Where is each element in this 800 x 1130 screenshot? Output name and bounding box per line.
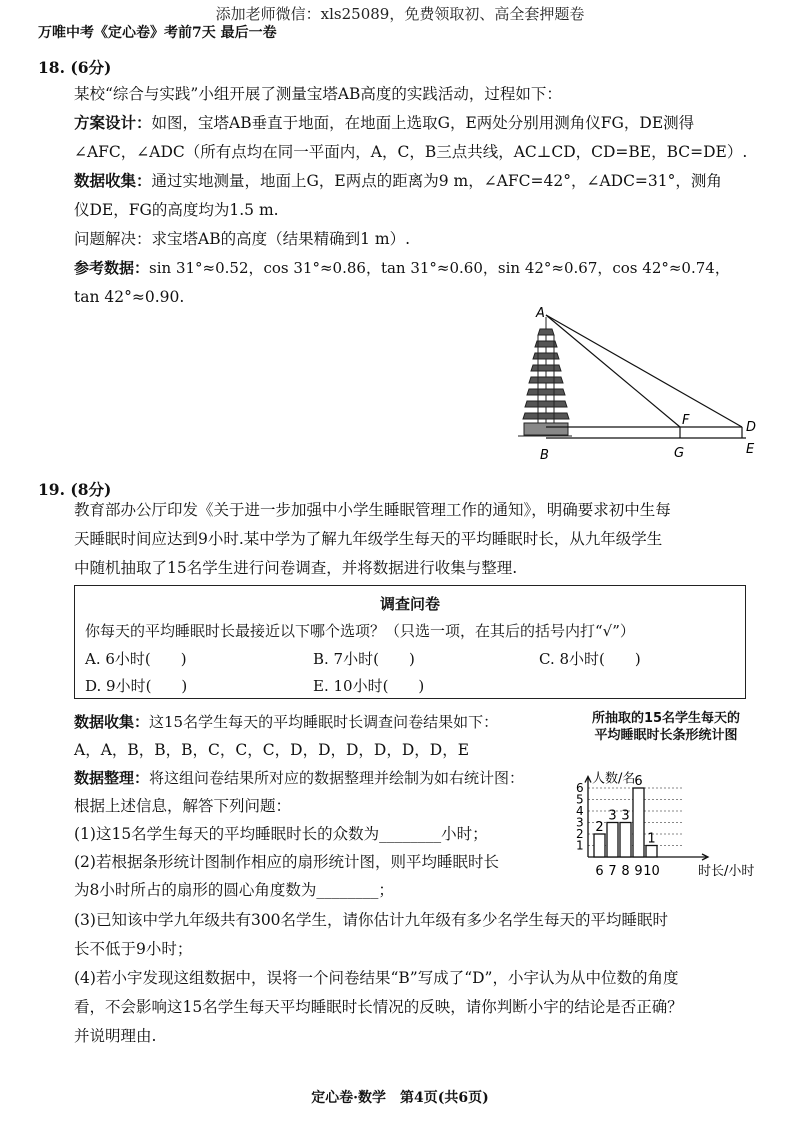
q18-ref-1	[74, 258, 730, 278]
q19-collect-text: 这15名学生每天的平均睡眠时长调查问卷结果如下：	[149, 713, 499, 731]
bar-value-label: 1	[647, 831, 656, 847]
bar-9	[633, 788, 644, 857]
q18-design-text-1: 如图，宝塔AB垂直于地面，在地面上选取G，E两处分别用测角仪FG，DE测得	[151, 114, 695, 132]
q19-collect	[74, 712, 498, 732]
label-a: A	[536, 306, 545, 321]
line-ad	[546, 315, 742, 427]
q19-sub2-1: (2)若根据条形统计图制作相应的扇形统计图，则平均睡眠时长	[74, 853, 499, 871]
q19-sub2-2: 为8小时所占的扇形的圆心角度数为________；	[74, 881, 394, 899]
label-f: F	[682, 413, 690, 428]
y-tick-label: 5	[576, 792, 584, 807]
survey-option-b: B. 7小时( )	[313, 650, 415, 668]
bar-chart	[560, 745, 760, 880]
q18-design-1	[74, 113, 694, 133]
line-af	[546, 315, 680, 427]
q19-num: 19.	[38, 480, 65, 499]
label-b: B	[540, 448, 549, 463]
label-d: D	[746, 420, 757, 435]
bar-8	[620, 823, 631, 858]
bar-6	[594, 834, 605, 857]
q19-results: A，A，B，B，B，C，C，C，D，D，D，D，D，D，E	[74, 741, 470, 759]
q18-data-1	[74, 171, 722, 191]
pagoda-figure	[510, 305, 770, 465]
survey-option-e: E. 10小时( )	[313, 677, 425, 695]
q19-sub3-2: 长不低于9小时；	[74, 940, 193, 958]
x-tick-label: 7	[608, 864, 617, 879]
watermark-text: 添加老师微信：xls25089，免费领取初、高全套押题卷	[215, 5, 585, 23]
q18-data-label: 数据收集：	[74, 171, 152, 190]
q18-number	[38, 56, 111, 78]
q19-organize-text: 将这组问卷结果所对应的数据整理并绘制为如右统计图：	[149, 769, 525, 787]
survey-title: 调查问卷	[379, 595, 440, 613]
x-tick-label: 6	[595, 864, 604, 879]
survey-box	[74, 585, 746, 699]
bar-value-label: 3	[621, 808, 630, 824]
q18-data-2: 仪DE，FG的高度均为1.5 m.	[74, 201, 279, 219]
q18-problem: 问题解决：求宝塔AB的高度（结果精确到1 m）.	[74, 230, 410, 248]
page-footer: 定心卷·数学 第4页(共6页)	[311, 1090, 489, 1106]
y-axis-label: 人数/名	[592, 771, 636, 787]
q19-sub3-1: (3)已知该中学九年级共有300名学生，请你估计九年级有多少名学生每天的平均睡眠时	[74, 911, 669, 929]
q19-sub4-1: (4)若小宇发现这组数据中，误将一个问卷结果“B”写成了“D”，小宇认为从中位数的角度	[74, 969, 679, 987]
bar-10	[646, 846, 657, 858]
x-tick-label: 10	[643, 864, 660, 879]
q19-score: (8分)	[70, 480, 112, 499]
q19-intro-2: 天睡眠时间应达到9小时.某中学为了解九年级学生每天的平均睡眠时长，从九年级学生	[74, 530, 663, 548]
q18-ref-text-1: sin 31°≈0.52，cos 31°≈0.86，tan 31°≈0.60，sin 42°≈0.67，cos 42°≈0.74，	[149, 259, 730, 277]
q19-sub4-3: 并说明理由.	[74, 1027, 157, 1045]
bar-value-label: 2	[595, 820, 604, 835]
q18-design-label: 方案设计：	[74, 113, 152, 132]
q18-data-text-1: 通过实地测量，地面上G，E两点的距离为9 m，∠AFC=42°，∠ADC=31°，测角	[151, 172, 722, 190]
y-tick-label: 1	[576, 838, 584, 853]
q18-ref-label: 参考数据：	[74, 259, 150, 277]
x-axis-label: 时长/小时	[698, 864, 755, 879]
q18-score: (6分)	[70, 58, 112, 77]
q19-intro-3: 中随机抽取了15名学生进行问卷调查，并将数据进行收集与整理.	[74, 559, 518, 577]
q19-sub4-2: 看，不会影响这15名学生每天平均睡眠时长情况的反映，请你判断小宇的结论是否正确？	[74, 998, 683, 1016]
q19-number	[38, 478, 111, 500]
bar-7	[607, 823, 618, 858]
y-tick-label: 6	[576, 781, 584, 795]
q19-collect-label: 数据收集：	[74, 713, 150, 731]
survey-option-d: D. 9小时( )	[85, 677, 188, 695]
q19-organize	[74, 768, 524, 788]
q18-num: 18.	[38, 58, 65, 77]
bar-value-label: 3	[608, 808, 617, 824]
q19-organize-label: 数据整理：	[74, 769, 150, 787]
chart-title	[566, 710, 766, 744]
chart-title-line-2: 平均睡眠时长条形统计图	[594, 728, 738, 743]
y-tick-label: 2	[576, 827, 584, 841]
q19-intro-1: 教育部办公厅印发《关于进一步加强中小学生睡眠管理工作的通知》，明确要求初中生每	[74, 501, 671, 519]
q19-answer-prompt: 根据上述信息，解答下列问题：	[74, 797, 292, 815]
q18-design-2: ∠AFC，∠ADC（所有点均在同一平面内，A，C，B三点共线，AC⊥CD，CD=BE，BC=DE）.	[74, 143, 748, 161]
q19-sub1: (1)这15名学生每天的平均睡眠时长的众数为________小时；	[74, 825, 488, 843]
survey-question: 你每天的平均睡眠时长最接近以下哪个选项？（只选一项，在其后的括号内打“√”）	[85, 622, 635, 640]
q18-intro: 某校“综合与实践”小组开展了测量宝塔AB高度的实践活动，过程如下：	[74, 85, 562, 103]
label-g: G	[674, 446, 685, 461]
q18-ref-2: tan 42°≈0.90.	[74, 288, 185, 306]
survey-option-a: A. 6小时( )	[85, 650, 187, 668]
y-tick-label: 4	[576, 804, 584, 818]
label-e: E	[746, 442, 755, 457]
x-tick-label: 8	[621, 864, 630, 879]
page-header: 万唯中考《定心卷》考前7天 最后一卷	[38, 25, 277, 41]
chart-title-line-1: 所抽取的15名学生每天的	[591, 711, 741, 726]
bar-value-label: 6	[634, 774, 643, 789]
survey-option-c: C. 8小时( )	[539, 650, 641, 668]
x-tick-label: 9	[634, 864, 643, 879]
y-tick-label: 3	[576, 815, 584, 830]
pagoda-illustration	[518, 317, 572, 436]
